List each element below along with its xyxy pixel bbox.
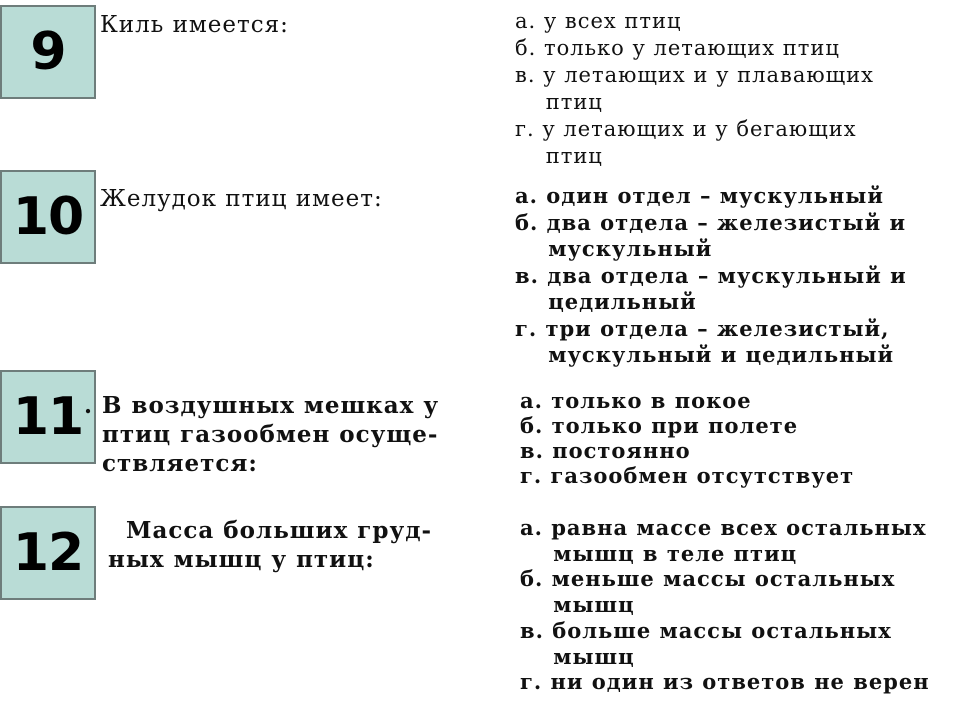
- question-10-text: Желудок птиц имеет:: [100, 186, 383, 212]
- answer-12-c[interactable]: в. больше массы остальных мышц: [520, 617, 892, 669]
- question-number-10: 10: [0, 170, 96, 264]
- answer-11-d[interactable]: г. газообмен отсутствует: [520, 463, 855, 488]
- question-12-text: Масса больших груд- ных мышц у птиц:: [108, 517, 433, 573]
- question-number-12: 12: [0, 506, 96, 600]
- answer-9-c[interactable]: в. у летающих и у плавающих птиц: [515, 63, 874, 114]
- question-number-9: 9: [0, 5, 96, 99]
- question-11-answers: [520, 388, 854, 488]
- question-12-answers: [520, 515, 930, 695]
- answer-11-c[interactable]: в. постоянно: [520, 438, 691, 463]
- answer-10-d[interactable]: г. три отдела – железистый, мускульный и цедильный: [515, 315, 895, 367]
- answer-9-a[interactable]: а. у всех птиц: [515, 9, 682, 33]
- answer-9-b[interactable]: б. только у летающих птиц: [515, 36, 840, 60]
- answer-10-b[interactable]: б. два отдела – железистый и мускульный: [515, 209, 907, 261]
- answer-11-a[interactable]: а. только в покое: [520, 388, 752, 413]
- answer-12-b[interactable]: б. меньше массы остальных мышц: [520, 566, 896, 618]
- answer-9-d[interactable]: г. у летающих и у бегающих птиц: [515, 117, 857, 168]
- question-number-11: 11: [0, 370, 96, 464]
- answer-10-a[interactable]: а. один отдел – мускульный: [515, 183, 884, 208]
- answer-12-a[interactable]: а. равна массе всех остальных мышц в теле птиц: [520, 515, 927, 566]
- question-9-answers: [515, 8, 874, 170]
- answer-11-b[interactable]: б. только при полете: [520, 413, 799, 438]
- answer-10-c[interactable]: в. два отдела – мускульный и цедильный: [515, 262, 907, 314]
- question-10-answers: [515, 183, 907, 369]
- answer-12-d[interactable]: г. ни один из ответов не верен: [520, 669, 930, 695]
- question-9-text: Киль имеется:: [100, 12, 289, 38]
- question-11-text: . В воздушных мешках у птиц газообмен осуще- ствляется:: [84, 392, 440, 477]
